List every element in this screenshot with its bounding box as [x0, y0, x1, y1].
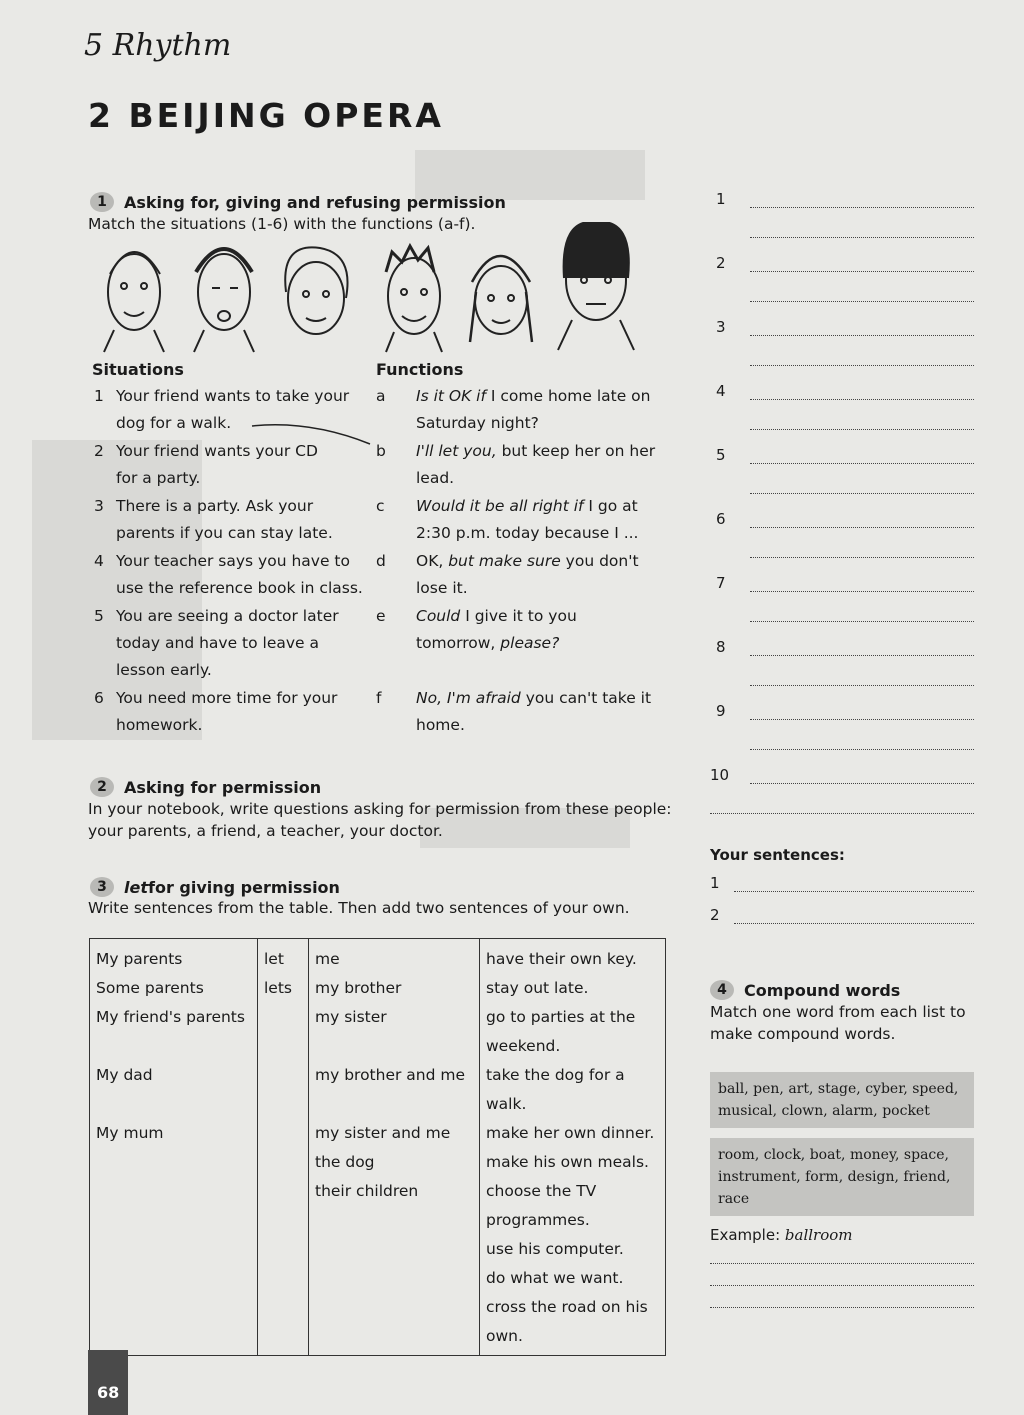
- answer-line-row[interactable]: 2: [710, 254, 974, 318]
- word-list-1: ball, pen, art, stage, cyber, speed, musical, clown, alarm, pocket: [710, 1072, 974, 1128]
- answer-line-row[interactable]: 2: [710, 906, 974, 938]
- answer-line-row[interactable]: 1: [710, 874, 974, 906]
- answer-line-row[interactable]: 6: [710, 510, 974, 574]
- face-5: [470, 256, 532, 342]
- situation-item: 2 Your friend wants your CD for a party.: [94, 442, 318, 487]
- section-4-heading: [710, 980, 900, 1000]
- section-4-instruction: Match one word from each list to make compound words.: [710, 1003, 966, 1043]
- situations-header: Situations: [92, 360, 184, 379]
- function-item: e Could I give it to you tomorrow, please?: [376, 607, 577, 652]
- function-item: a Is it OK if I come home late on Saturday night?: [376, 387, 651, 432]
- answer-line-row[interactable]: 4: [710, 382, 974, 446]
- table-column-verb: let lets: [258, 939, 309, 1356]
- answer-line-row[interactable]: 8: [710, 638, 974, 702]
- page-title: 2 BEIJING OPERA: [88, 96, 444, 135]
- situation-item: 3 There is a party. Ask your parents if you can stay late.: [94, 497, 333, 542]
- functions-header: Functions: [376, 360, 464, 379]
- example: [710, 1226, 853, 1244]
- section-1-instruction: Match the situations (1-6) with the functions (a-f).: [88, 215, 476, 233]
- section-number: 1: [90, 192, 114, 212]
- function-item: f No, I'm afraid you can't take it home.: [376, 689, 652, 734]
- your-sentences-lines: [710, 874, 974, 938]
- table-column-activity: have their own key. stay out late. go to parties at the weekend. take the dog for a walk. make her own dinner. make his own meals. choose the TV programmes. use his computer. do what we want. cross the road on his own.: [480, 939, 666, 1356]
- face-6: [558, 222, 634, 350]
- answer-line-row[interactable]: 5: [710, 446, 974, 510]
- page-number-tab: [88, 1350, 128, 1415]
- situation-item: 4 Your teacher says you have to use the reference book in class.: [94, 552, 363, 597]
- compound-answer-lines[interactable]: [710, 1262, 974, 1308]
- answer-line-row[interactable]: 10: [710, 766, 974, 822]
- situation-item: 1 Your friend wants to take your dog for a walk.: [94, 387, 350, 432]
- example-label: Example:: [710, 1226, 785, 1244]
- table-column-subject: My parents Some parents My friend's parents My dad My mum: [90, 939, 258, 1356]
- face-4: [386, 246, 442, 352]
- section-number: 3: [90, 877, 114, 897]
- answer-line-row[interactable]: 9: [710, 702, 974, 766]
- functions-list: [376, 383, 676, 739]
- section-title: for giving permission: [147, 877, 340, 897]
- example-value: ballroom: [784, 1226, 853, 1244]
- section-2-instruction: In your notebook, write questions asking for permission from these people: your parents, a friend, a teacher, your doctor.: [88, 800, 672, 840]
- face-1: [104, 252, 164, 352]
- table-column-object: me my brother my sister my brother and me my sister and me the dog their children: [309, 939, 480, 1356]
- function-item: b I'll let you, but keep her on her lead.: [376, 442, 656, 487]
- word-list-2: room, clock, boat, money, space, instrument, form, design, friend, race: [710, 1138, 974, 1216]
- unit-title: 5 Rhythm: [84, 28, 232, 63]
- answer-line-row[interactable]: 1: [710, 190, 974, 254]
- section-title: Asking for permission: [124, 777, 322, 797]
- let-sentence-table: [89, 938, 666, 1356]
- page-number: 68: [97, 1383, 120, 1402]
- answer-line-row[interactable]: 3: [710, 318, 974, 382]
- example-match-line: [250, 420, 390, 450]
- your-sentences-label: Your sentences:: [710, 846, 845, 864]
- section-number: 2: [90, 777, 114, 797]
- situation-item: 6 You need more time for your homework.: [94, 689, 338, 734]
- section-title: Compound words: [744, 980, 901, 1000]
- situation-item: 5 You are seeing a doctor later today and have to leave a lesson early.: [94, 607, 339, 679]
- face-3: [285, 247, 347, 334]
- section-3-instruction: Write sentences from the table. Then add two sentences of your own.: [88, 899, 630, 917]
- section-title: Asking for, giving and refusing permission: [124, 192, 506, 212]
- cartoon-faces-illustration: [96, 222, 666, 354]
- section-number: 4: [710, 980, 734, 1000]
- answer-line-row[interactable]: 7: [710, 574, 974, 638]
- function-item: c Would it be all right if I go at 2:30 p.m. today because I ...: [376, 497, 639, 542]
- function-item: d OK, but make sure you don't lose it.: [376, 552, 639, 597]
- section-1-heading: [90, 192, 506, 212]
- section-3-heading: [90, 877, 340, 897]
- section-2-heading: [90, 777, 321, 797]
- face-2: [194, 249, 254, 352]
- answer-lines: [710, 190, 974, 822]
- section-title-italic: let: [124, 877, 148, 897]
